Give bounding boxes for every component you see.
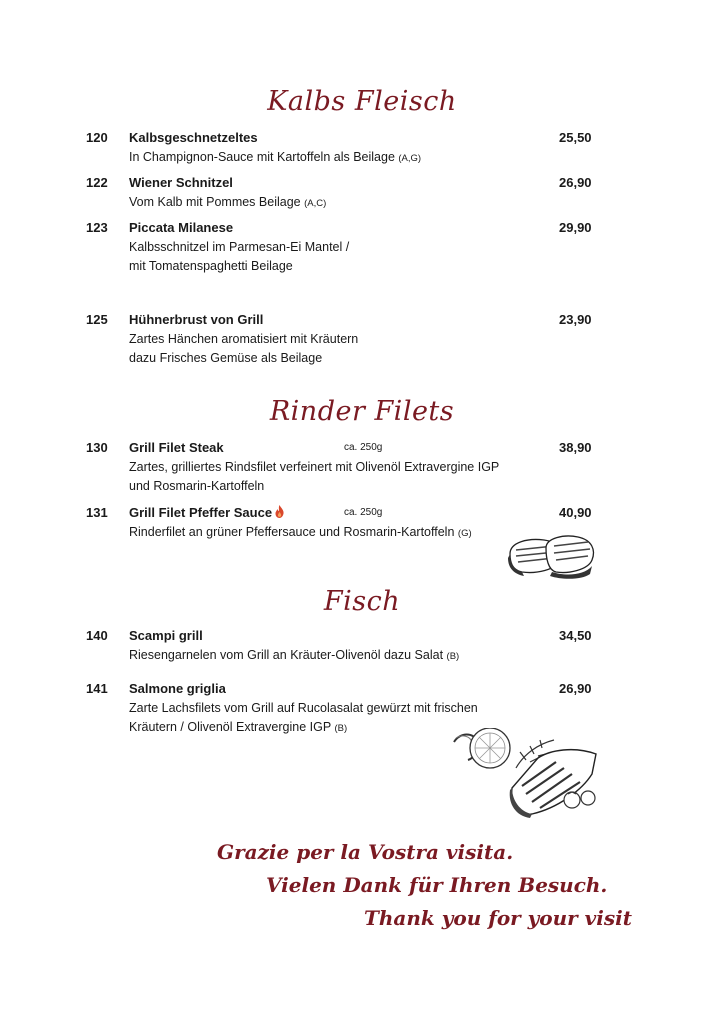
item-description: In Champignon-Sauce mit Kartoffeln als Beilage (A,G) bbox=[129, 150, 422, 164]
item-price: 29,90 bbox=[559, 220, 592, 235]
item-name: Scampi grill bbox=[129, 628, 203, 643]
fish-illustration bbox=[446, 728, 606, 825]
item-number: 141 bbox=[86, 681, 108, 696]
item-description: Zartes Hänchen aromatisiert mit Kräutern dazu Frisches Gemüse als Beilage bbox=[129, 332, 359, 365]
allergen-codes: (G) bbox=[457, 528, 472, 539]
allergen-codes: (B) bbox=[446, 651, 460, 662]
item-description: Kalbsschnitzel im Parmesan-Ei Mantel / mit Tomatenspaghetti Beilage bbox=[129, 240, 350, 273]
item-weight: ca. 250g bbox=[344, 442, 383, 453]
item-name: Salmone griglia bbox=[129, 681, 226, 696]
section-title-rinder-filets: Rinder Filets bbox=[269, 396, 455, 427]
item-description: Zarte Lachsfilets vom Grill auf Rucolasalat gewürzt mit frischen Kräutern / Olivenöl Extravergine IGP (B) bbox=[129, 701, 478, 734]
item-price: 38,90 bbox=[559, 440, 592, 455]
item-name: Hühnerbrust von Grill bbox=[129, 312, 264, 327]
item-name: Wiener Schnitzel bbox=[129, 175, 233, 190]
section-title-fisch: Fisch bbox=[323, 586, 401, 617]
item-name: Grill Filet Steak bbox=[129, 440, 224, 455]
section-title-kalbs-fleisch: Kalbs Fleisch bbox=[267, 86, 457, 117]
item-description: Vom Kalb mit Pommes Beilage (A,C) bbox=[129, 195, 327, 209]
item-number: 122 bbox=[86, 175, 108, 190]
item-description: Zartes, grilliertes Rindsfilet verfeinert mit Olivenöl Extravergine IGP und Rosmarin-Kartoffeln bbox=[129, 460, 500, 493]
item-number: 125 bbox=[86, 312, 108, 327]
item-number: 120 bbox=[86, 130, 108, 145]
allergen-codes: (A,G) bbox=[398, 153, 422, 164]
item-price: 40,90 bbox=[559, 505, 592, 520]
item-weight: ca. 250g bbox=[344, 507, 383, 518]
item-description: Rinderfilet an grüner Pfeffersauce und Rosmarin-Kartoffeln (G) bbox=[129, 525, 472, 539]
thanks-english: Thank you for your visit bbox=[364, 906, 632, 930]
item-number: 123 bbox=[86, 220, 108, 235]
item-number: 130 bbox=[86, 440, 108, 455]
item-price: 23,90 bbox=[559, 312, 592, 327]
allergen-codes: (B) bbox=[334, 723, 348, 734]
item-number: 131 bbox=[86, 505, 108, 520]
allergen-codes: (A,C) bbox=[304, 198, 327, 209]
item-price: 25,50 bbox=[559, 130, 592, 145]
item-number: 140 bbox=[86, 628, 108, 643]
item-name: Kalbsgeschnetzeltes bbox=[129, 130, 258, 145]
item-price: 26,90 bbox=[559, 175, 592, 190]
flame-icon bbox=[275, 505, 284, 521]
item-price: 34,50 bbox=[559, 628, 592, 643]
item-name: Grill Filet Pfeffer Sauce bbox=[129, 505, 284, 521]
thanks-italian: Grazie per la Vostra visita. bbox=[217, 840, 514, 864]
item-price: 26,90 bbox=[559, 681, 592, 696]
item-name: Piccata Milanese bbox=[129, 220, 234, 235]
thanks-german: Vielen Dank für Ihren Besuch. bbox=[266, 873, 608, 897]
item-description: Riesengarnelen vom Grill an Kräuter-Olivenöl dazu Salat (B) bbox=[129, 648, 460, 662]
steak-illustration bbox=[502, 528, 598, 585]
